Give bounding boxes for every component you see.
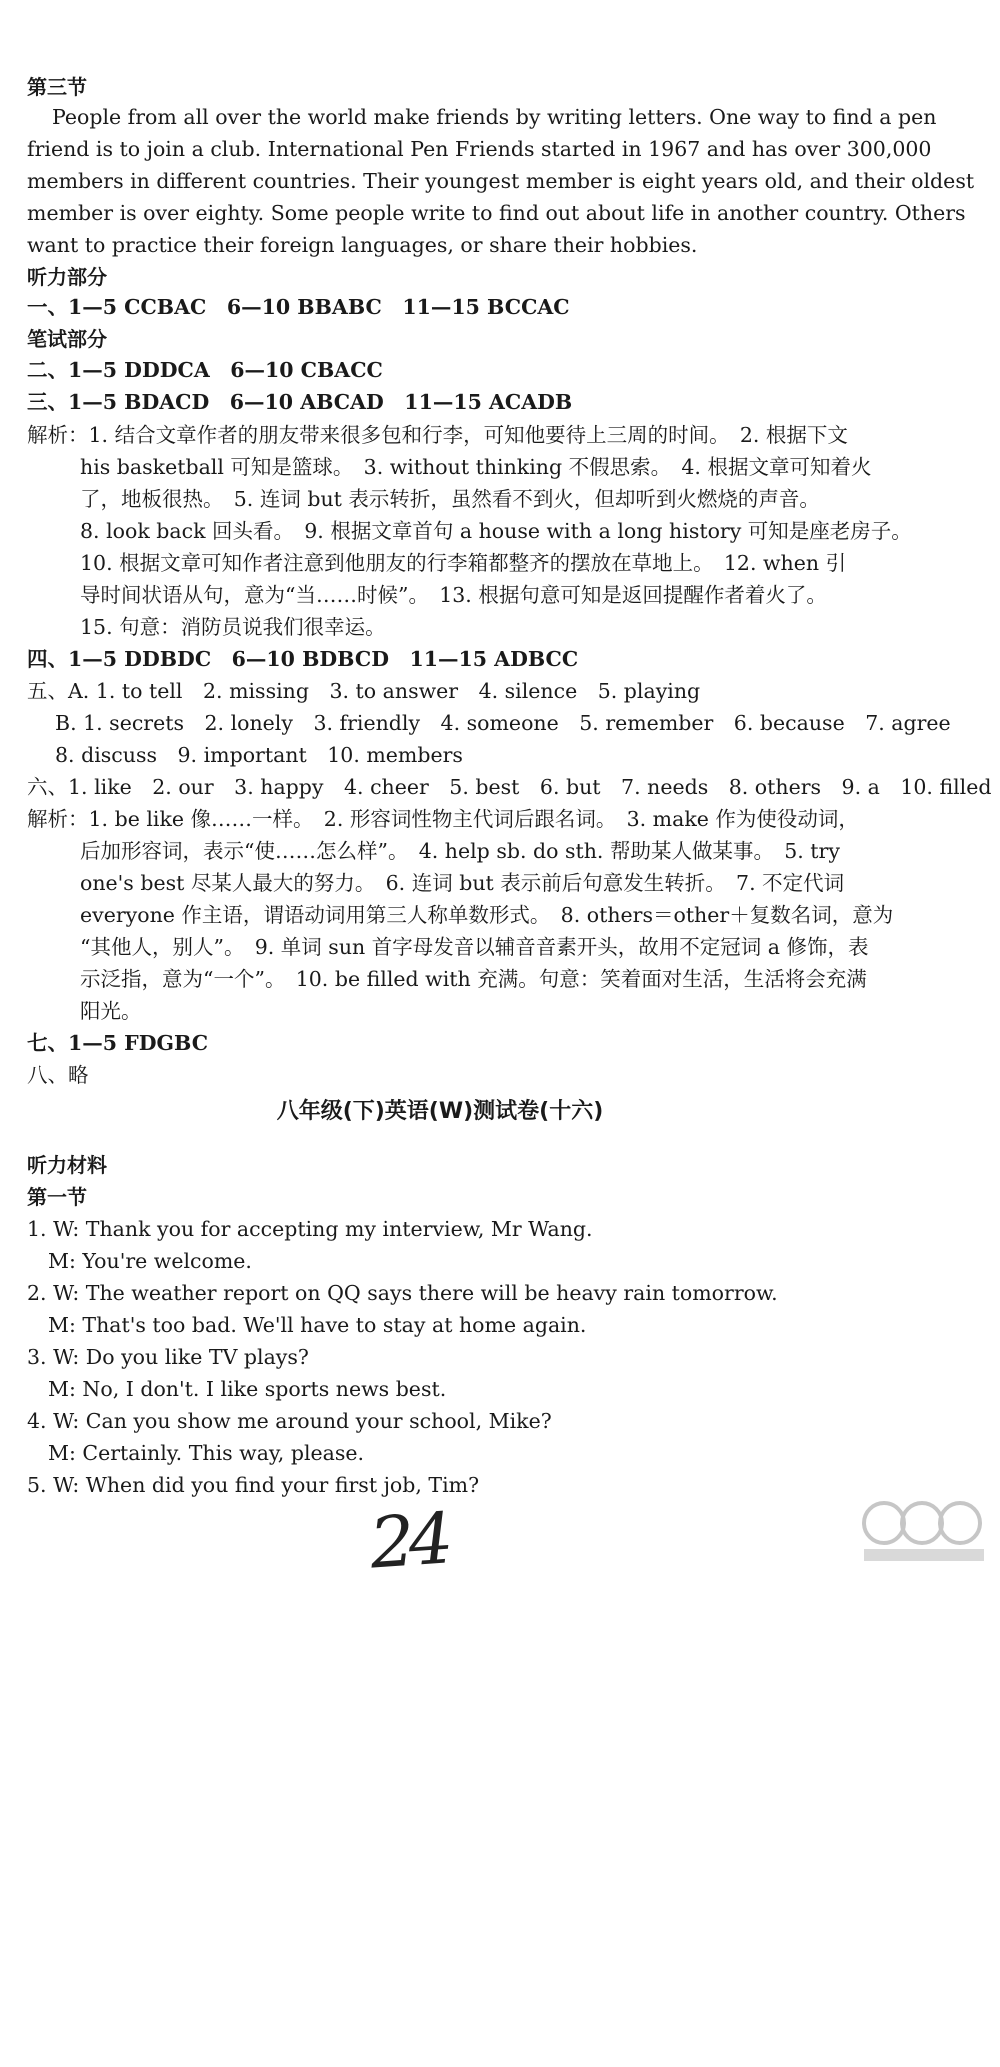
analysis-line: 示泛指，意为“一个”。 10. be filled with 充满。句意：笑着面对生活，生活将会充满 [80, 967, 867, 991]
passage-line: friend is to join a club. International Pen Friends started in 1967 and has over 300,000 [27, 137, 932, 161]
passage-line: member is over eighty. Some people write to find out about life in another country. Others [27, 201, 966, 225]
passage-line: members in different countries. Their youngest member is eight years old, and their oldest [27, 169, 975, 193]
listening-material-heading: 听力材料 [27, 1153, 107, 1177]
answers-q7: 七、1—5 FDGBC [27, 1031, 209, 1055]
analysis-line: everyone 作主语，谓语动词用第三人称单数形式。 8. others＝other＋复数名词，意为 [80, 903, 894, 927]
answers-q5b: 8. discuss 9. important 10. members [55, 743, 463, 767]
analysis-line: 导时间状语从句，意为“当……时候”。 13. 根据句意可知是返回提醒作者着火了。 [80, 583, 827, 607]
analysis-line: 后加形容词，表示“使……怎么样”。 4. help sb. do sth. 帮助某人做某事。 5. try [80, 839, 840, 863]
answers-q3: 三、1—5 BDACD 6—10 ABCAD 11—15 ACADB [27, 390, 573, 414]
listening-part-heading: 听力部分 [27, 265, 107, 289]
analysis-line: one's best 尽某人最大的努力。 6. 连词 but 表示前后句意发生转折。 7. 不定代词 [80, 871, 845, 895]
written-part-heading: 笔试部分 [27, 327, 107, 351]
answers-q8: 八、略 [27, 1063, 89, 1087]
analysis-line: 8. look back 回头看。 9. 根据文章首句 a house with a long history 可知是座老房子。 [80, 519, 912, 543]
passage-line: People from all over the world make friends by writing letters. One way to find a pen [52, 105, 937, 129]
dialogue-line: M: That's too bad. We'll have to stay at home again. [48, 1313, 587, 1337]
dialogue-line: M: Certainly. This way, please. [48, 1441, 365, 1465]
watermark-logo-icon [854, 1495, 994, 1565]
test-title: 八年级(下)英语(W)测试卷(十六) [276, 1099, 604, 1124]
handwritten-page-number: 24 [367, 1497, 450, 1585]
dialogue-line: 1. W: Thank you for accepting my interview, Mr Wang. [27, 1217, 593, 1241]
dialogue-line: 5. W: When did you find your first job, Tim? [27, 1473, 480, 1497]
dialogue-line: M: You're welcome. [48, 1249, 252, 1273]
dialogue-line: 3. W: Do you like TV plays? [27, 1345, 309, 1369]
analysis-line: 阳光。 [80, 999, 142, 1023]
passage-line: want to practice their foreign languages, or share their hobbies. [27, 233, 698, 257]
analysis-line: 15. 句意：消防员说我们很幸运。 [80, 615, 386, 639]
section3-heading: 第三节 [27, 75, 87, 99]
analysis-line: 解析：1. 结合文章作者的朋友带来很多包和行李，可知他要待上三周的时间。 2. 根据下文 [27, 423, 848, 447]
dialogue-line: 4. W: Can you show me around your school, Mike? [27, 1409, 552, 1433]
section1-heading: 第一节 [27, 1185, 87, 1209]
dialogue-line: M: No, I don't. I like sports news best. [48, 1377, 447, 1401]
analysis-line: “其他人，别人”。 9. 单词 sun 首字母发音以辅音音素开头，故用不定冠词 a 修饰，表 [80, 935, 869, 959]
answers-q5b: B. 1. secrets 2. lonely 3. friendly 4. someone 5. remember 6. because 7. agree [55, 711, 951, 735]
analysis-line: 了，地板很热。 5. 连词 but 表示转折，虽然看不到火，但却听到火燃烧的声音。 [80, 487, 820, 511]
answers-q2: 二、1—5 DDDCA 6—10 CBACC [27, 358, 383, 382]
dialogue-line: 2. W: The weather report on QQ says there will be heavy rain tomorrow. [27, 1281, 778, 1305]
analysis-line: 10. 根据文章可知作者注意到他朋友的行李箱都整齐的摆放在草地上。 12. when 引 [80, 551, 847, 575]
answers-q5a: 五、A. 1. to tell 2. missing 3. to answer 4. silence 5. playing [27, 679, 701, 703]
answers-q1: 一、1—5 CCBAC 6—10 BBABC 11—15 BCCAC [27, 295, 570, 319]
analysis-line: his basketball 可知是篮球。 3. without thinking 不假思索。 4. 根据文章可知着火 [80, 455, 872, 479]
analysis-line: 解析：1. be like 像……一样。 2. 形容词性物主代词后跟名词。 3. make 作为使役动词， [27, 807, 859, 831]
answers-q6: 六、1. like 2. our 3. happy 4. cheer 5. best 6. but 7. needs 8. others 9. a 10. filled [27, 775, 992, 799]
answers-q4: 四、1—5 DDBDC 6—10 BDBCD 11—15 ADBCC [27, 647, 579, 671]
